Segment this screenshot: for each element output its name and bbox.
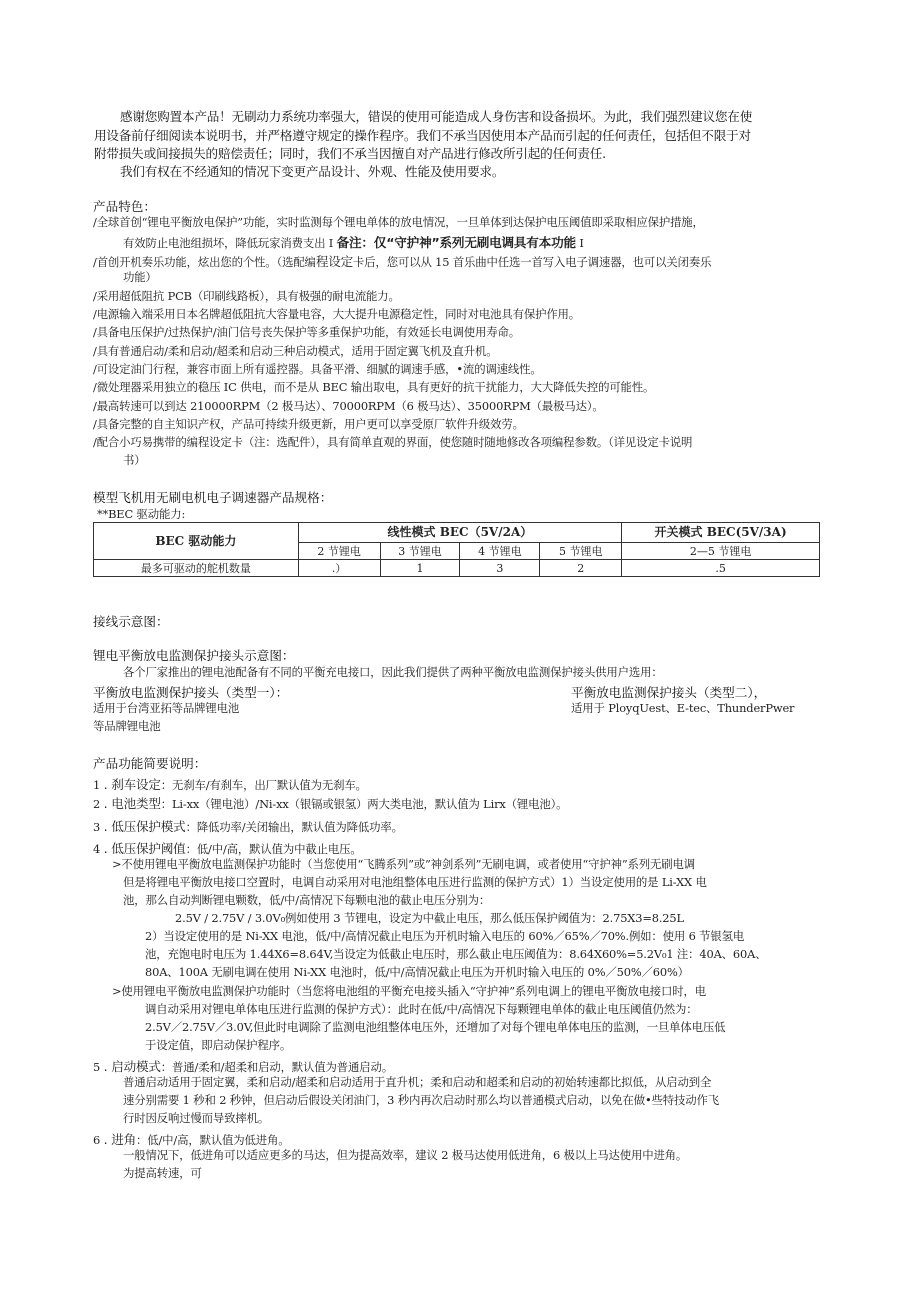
function-1 (93, 774, 367, 793)
balance-heading: 锂电平衡放电监测保护接头示意图： (93, 648, 295, 663)
function-1-text: ：无刹车/有刹车，出厂默认值为无刹车。 (160, 778, 367, 792)
feature-2-rest: 卡后，您可以从 15 首乐曲中任选一首写入电子调速器，也可以关闭奏乐 (353, 255, 712, 269)
table-cell: 1 (380, 560, 460, 577)
table-cell: .5 (622, 560, 820, 577)
table-cell: .） (298, 560, 380, 577)
function-4-note-b-3: 2.5V／2.75V／3.0V,但此时电调除了监测电池组整体电压外，还增加了对每个锂电单体电压的监测，一旦单体电压低 (145, 1020, 726, 1034)
feature-8: /微处理器采用独立的稳压 IC 供电，而不是从 BEC 输出取电，具有更好的抗干扰能力，大大降低失控的可能性。 (93, 380, 655, 394)
table-cell: 2 (540, 560, 622, 577)
feature-5: /具备电压保护/过热保护/油门信号丧失保护等多重保护功能，有效延长电调使用寿命。 (93, 325, 520, 339)
intro-line-3: 附带损失或间接损失的赔偿责任；同时，我们不承当因擅自对产品进行修改所引起的任何责任. (94, 146, 606, 161)
intro-line-4: 我们有权在不经通知的情况下变更产品设计、外观、性能及使用要求。 (120, 164, 505, 179)
function-5-text: ：普通/柔和/超柔和启动，默认值为普通启动。 (160, 1060, 393, 1074)
balance-type1-line-2: 等品牌锂电池 (93, 719, 161, 733)
feature-10: /具备完整的自主知识产权，产品可持续升级更新，用户更可以享受原厂软件升级效劳。 (93, 417, 524, 431)
feature-9: /最高转速可以到达 210000RPM（2 极马达）、70000RPM（6 极马达）、35000RPM（最极马达）。 (93, 399, 604, 413)
table-header-bec: BEC 驱动能力 (94, 523, 299, 560)
feature-2-line-b: 功能） (123, 270, 157, 284)
function-5-detail-1: 普通启动适用于固定翼，柔和启动/超柔和启动适用于直升机；柔和启动和超柔和启动的初始转速都比拟低，从启动到全 (123, 1075, 712, 1089)
function-4-note-a-3: 池，那么自动判断锂电颗数，低/中/高情况下每颗电池的截止电压分别为： (123, 893, 491, 907)
balance-type2-title: 平衡放电监测保护接头（类型二）， (571, 685, 767, 700)
table-row-label: 最多可驱动的舵机数量 (94, 560, 299, 577)
function-4-text: ：低/中/高，默认值为中截止电压。 (185, 842, 362, 856)
function-5-number: 5 (93, 1060, 101, 1074)
features-heading: 产品特色： (93, 199, 156, 214)
function-4-note-a-4: 2.5V / 2.75V / 3.0V₀例如使用 3 节锂电，设定为中截止电压，那么低压保护阈值为：2.75X3=8.25L (175, 911, 684, 925)
table-cell: 2—5 节锂电 (622, 543, 820, 560)
feature-11-line-b: 书） (123, 453, 146, 467)
function-6-number: 6 (93, 1133, 101, 1147)
function-4-number: 4 (93, 842, 101, 856)
function-5-title: . 启动模式 (103, 1059, 161, 1074)
function-3-text: ：降低功率/关闭输出，默认值为降低功率。 (185, 820, 403, 834)
function-6-detail-1: 一般情况下，低进角可以适应更多的马达，但为提高效率，建议 2 极马达使用低进角，6 极以上马达使用中进角。 (123, 1148, 688, 1162)
function-2 (93, 793, 567, 812)
function-4-note-b-4: 于设定值，即启动保护程序。 (145, 1038, 292, 1052)
feature-11-line-a: /配合小巧易携带的编程设定卡（注：选配件），具有简单直观的界面，使您随时随地修改各项编程参数。（详见设定卡说明 (93, 435, 693, 449)
table-cell: 4 节锂电 (460, 543, 540, 560)
feature-1-line-b (123, 232, 584, 251)
feature-1-end: I (575, 236, 584, 250)
feature-6: /具有普通启动/柔和启动/超柔和启动三种启动模式，适用于固定翼飞机及直升机。 (93, 344, 498, 358)
function-2-text: ：Li-xx（锂电池）/Ni-xx（银镉或银氢）两大类电池，默认值为 Lirx（锂电池）。 (160, 797, 568, 811)
table-cell: 3 (460, 560, 540, 577)
functions-heading: 产品功能简要说明： (93, 756, 207, 771)
feature-1-note: 备注：仅“守护神”系列无刷电调具有本功能 (336, 235, 576, 250)
function-6 (93, 1129, 290, 1148)
bec-spec-table (93, 522, 820, 577)
function-3-number: 3 (93, 820, 101, 834)
feature-2-text: /首创开机奏乐功能，炫出您的个性。（选配编 (93, 255, 316, 269)
table-header-row (94, 523, 820, 543)
function-4-note-b-2: 调自动采用对锂电单体电压进行监测的保护方式）：此时在低/中/高情况下每颗锂电单体的截止电压阈值仍然为： (145, 1002, 698, 1016)
function-4-title: . 低压保护阈值 (103, 841, 186, 856)
balance-type2-line-1: 适用于 PloyqUest、E-tec、ThunderPwer (571, 701, 795, 715)
function-5-detail-3: 行时因反响过慢而导致摔机。 (123, 1111, 270, 1125)
feature-2-line-a (93, 251, 711, 270)
feature-4: /电源输入端采用日本名牌超低阻抗大容量电容，大大提升电源稳定性，同时对电池具有保护作用。 (93, 307, 581, 321)
spec-heading: 模型飞机用无刷电机电子调速器产品规格： (93, 490, 333, 505)
function-1-number: 1 (93, 778, 101, 792)
table-row (94, 560, 820, 577)
function-2-number: 2 (93, 797, 101, 811)
function-6-text: ：低/中/高，默认值为低进角。 (136, 1133, 290, 1147)
table-cell: 2 节锂电 (298, 543, 380, 560)
feature-3: /采用超低阻抗 PCB（印刷线路板），具有极强的耐电流能力。 (93, 289, 400, 303)
table-cell: 5 节锂电 (540, 543, 622, 560)
table-header-switch: 开关模式 BEC(5V/3A) (622, 523, 820, 543)
function-4-note-a-1: >不使用锂电平衡放电监测保护功能时（当您使用“飞腾系列”或”神剑系列”无刷电调，或者使用“守护神”系列无刷电调 (112, 857, 695, 871)
function-4-note-a-7: 80A、100A 无刷电调在使用 Ni-XX 电池时，低/中/高情况截止电压为开机时输入电压的 0%／50%／60%） (145, 965, 689, 979)
balance-type1-line-1: 适用于台湾亚拓等品牌锂电池 (93, 701, 240, 715)
function-6-title: . 进角 (103, 1132, 136, 1147)
function-4-note-a-2: 但是将锂电平衡放电接口空置时，电调自动采用对电池组整体电压进行监测的保护方式）1）当设定使用的是 Li-XX 电 (123, 875, 707, 889)
function-6-detail-2: 为提高转速，可 (123, 1166, 202, 1180)
function-4-note-b-1: >使用锂电平衡放电监测保护功能时（当您将电池组的平衡充电接头插入“守护神”系列电调上的锂电平衡放电接口时，电 (112, 984, 707, 998)
function-4-note-a-5: 2）当设定使用的是 Ni-XX 电池，低/中/高情况截止电压为开机时输入电压的 60%／65%／70%.例如：使用 6 节银氢电 (145, 929, 745, 943)
table-header-linear: 线性模式 BEC（5V/2A） (298, 523, 622, 543)
intro-line-2: 用设备前仔细阅读本说明书，并严格遵守规定的操作程序。我们不承当因使用本产品而引起的任何责任，包括但不限于对 (94, 128, 751, 143)
wiring-heading: 接线示意图： (93, 614, 169, 629)
balance-type1-title: 平衡放电监测保护接头（类型一）： (93, 685, 289, 700)
function-4-note-a-6: 池，充饱电时电压为 1.44X6=8.64V,当设定为低截止电压时，那么截止电压阈值为：8.64X60%=5.2V₀1 注：40A、60A、 (145, 947, 767, 961)
function-3-title: . 低压保护模式 (103, 819, 186, 834)
intro-line-1: 感谢您购置本产品！无刷动力系统功率强大，错误的使用可能造成人身伤害和设备损坏。为此，我们强烈建议您在使 (120, 109, 753, 124)
function-3 (93, 816, 403, 835)
function-4 (93, 838, 362, 857)
function-5-detail-2: 速分别需要 1 秒和 2 秒钟，但启动后假设关闭油门，3 秒内再次启动时那么均以普通模式启动，以免在做•些特技动作飞 (123, 1093, 720, 1107)
feature-2-emph: 程设定 (315, 254, 353, 269)
function-1-title: . 刹车设定 (103, 777, 161, 792)
table-cell: 3 节锂电 (380, 543, 460, 560)
function-2-title: . 电池类型 (103, 796, 161, 811)
feature-7: /可设定油门行程，兼容市面上所有遥控器。具备平滑、细腻的调速手感，•流的调速线性。 (93, 362, 542, 376)
spec-subheading: **BEC 驱动能力: (97, 507, 186, 521)
function-5 (93, 1056, 393, 1075)
feature-1-text: 有效防止电池组损坏，降低玩家消费支出 I (123, 236, 337, 250)
feature-1-line-a: /全球首创“锂电平衡放电保护”功能，实时监测每个锂电单体的放电情况，一旦单体到达保护电压阈值即采取相应保护措施， (93, 215, 704, 229)
balance-description: 各个厂家推出的锂电池配备有不同的平衡充电接口，因此我们提供了两种平衡放电监测保护接头供用户选用： (123, 665, 663, 679)
